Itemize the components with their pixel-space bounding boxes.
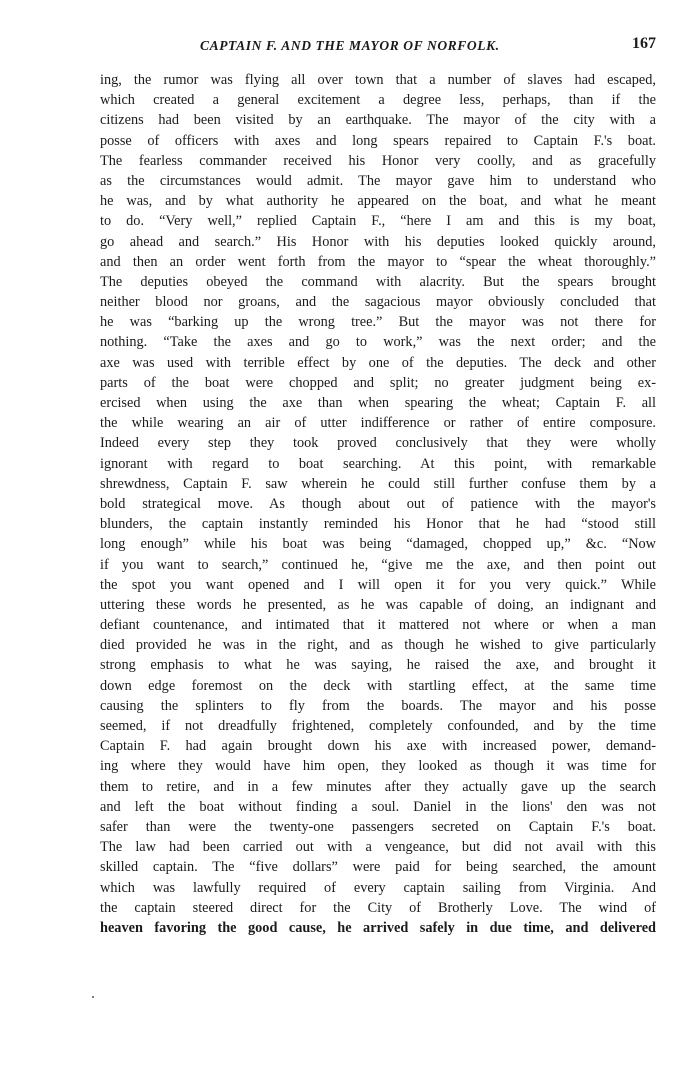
text-line: which created a general excitement a degree less, perhaps, than if the	[100, 92, 656, 109]
text-line: bold strategical move. As though about out of patience with the mayor's	[100, 495, 656, 512]
text-line: them to retire, and in a few minutes after they actually gave up the search	[100, 778, 656, 795]
text-line: causing the splinters to fly from the boards. The mayor and his posse	[100, 697, 656, 714]
text-line: ing, the rumor was flying all over town that a number of slaves had escaped,	[100, 72, 656, 88]
text-line: the spot you want opened and I will open it for you very quick.” While	[100, 576, 656, 593]
text-line: seemed, if not dreadfully frightened, completely confounded, and by the time	[100, 718, 656, 734]
text-line: The law had been carried out with a vengeance, but did not avail with this	[100, 839, 656, 856]
text-line: to do. “Very well,” replied Captain F., “here I am and this is my boat,	[100, 213, 656, 230]
text-line: and then an order went forth from the mayor to “spear the wheat thoroughly.”	[100, 253, 656, 270]
text-line: skilled captain. The “five dollars” were paid for being searched, the amount	[100, 859, 656, 876]
text-line: posse of officers with axes and long spears repaired to Captain F.'s boat.	[100, 132, 656, 149]
running-head	[100, 36, 656, 58]
text-line: the while wearing an air of utter indifference or rather of entire composure.	[100, 415, 656, 432]
text-line: The fearless commander received his Honor very coolly, and as gracefully	[100, 152, 656, 169]
text-line: defiant countenance, and intimated that it mattered not where or when a man	[100, 617, 656, 634]
page-speck	[92, 996, 94, 998]
text-line: shrewdness, Captain F. saw wherein he could still further confuse them by a	[100, 475, 656, 492]
text-line: the captain steered direct for the City of Brotherly Love. The wind of	[100, 899, 656, 916]
text-line: heaven favoring the good cause, he arrived safely in due time, and delivered	[100, 919, 656, 936]
page-number: 167	[632, 35, 656, 52]
body-text	[100, 70, 656, 938]
text-line: he was, and by what authority he appeared on the boat, and what he meant	[100, 193, 656, 210]
text-line: uttering these words he presented, as he was capable of doing, an indignant and	[100, 596, 656, 613]
text-line: citizens had been visited by an earthquake. The mayor of the city with a	[100, 112, 656, 129]
text-line: strong emphasis to what he was saying, he raised the axe, and brought it	[100, 657, 656, 674]
text-line: which was lawfully required of every captain sailing from Virginia. And	[100, 879, 656, 896]
text-line: Indeed every step they took proved conclusively that they were wholly	[100, 435, 656, 452]
text-line: died provided he was in the right, and as though he wished to give particularly	[100, 637, 656, 654]
text-line: long enough” while his boat was being “damaged, chopped up,” &c. “Now	[100, 536, 656, 553]
text-line: as the circumstances would admit. The mayor gave him to understand who	[100, 172, 656, 189]
running-title: CAPTAIN F. AND THE MAYOR OF NORFOLK.	[200, 38, 500, 53]
text-line: The deputies obeyed the command with alacrity. But the spears brought	[100, 273, 656, 290]
text-line: neither blood nor groans, and the sagacious mayor obviously concluded that	[100, 294, 656, 311]
text-line: blunders, the captain instantly reminded his Honor that he had “stood still	[100, 516, 656, 533]
text-line: he was “barking up the wrong tree.” But the mayor was not there for	[100, 314, 656, 331]
text-line: ing where they would have him open, they looked as though it was time for	[100, 758, 656, 775]
text-line: ercised when using the axe than when spearing the wheat; Captain F. all	[100, 395, 656, 411]
text-line: axe was used with terrible effect by one of the deputies. The deck and other	[100, 354, 656, 371]
text-line: parts of the boat were chopped and split; no greater judgment being ex-	[100, 374, 656, 391]
text-line: down edge foremost on the deck with startling effect, at the same time	[100, 677, 656, 694]
text-line: and left the boat without finding a soul. Daniel in the lions' den was not	[100, 798, 656, 815]
text-line: Captain F. had again brought down his axe with increased power, demand-	[100, 738, 656, 755]
text-line: safer than were the twenty-one passengers secreted on Captain F.'s boat.	[100, 818, 656, 835]
text-line: go ahead and search.” His Honor with his deputies looked quickly around,	[100, 233, 656, 250]
text-line: ignorant with regard to boat searching. At this point, with remarkable	[100, 455, 656, 472]
text-line: nothing. “Take the axes and go to work,” was the next order; and the	[100, 334, 656, 351]
text-line: if you want to search,” continued he, “give me the axe, and then point out	[100, 556, 656, 573]
